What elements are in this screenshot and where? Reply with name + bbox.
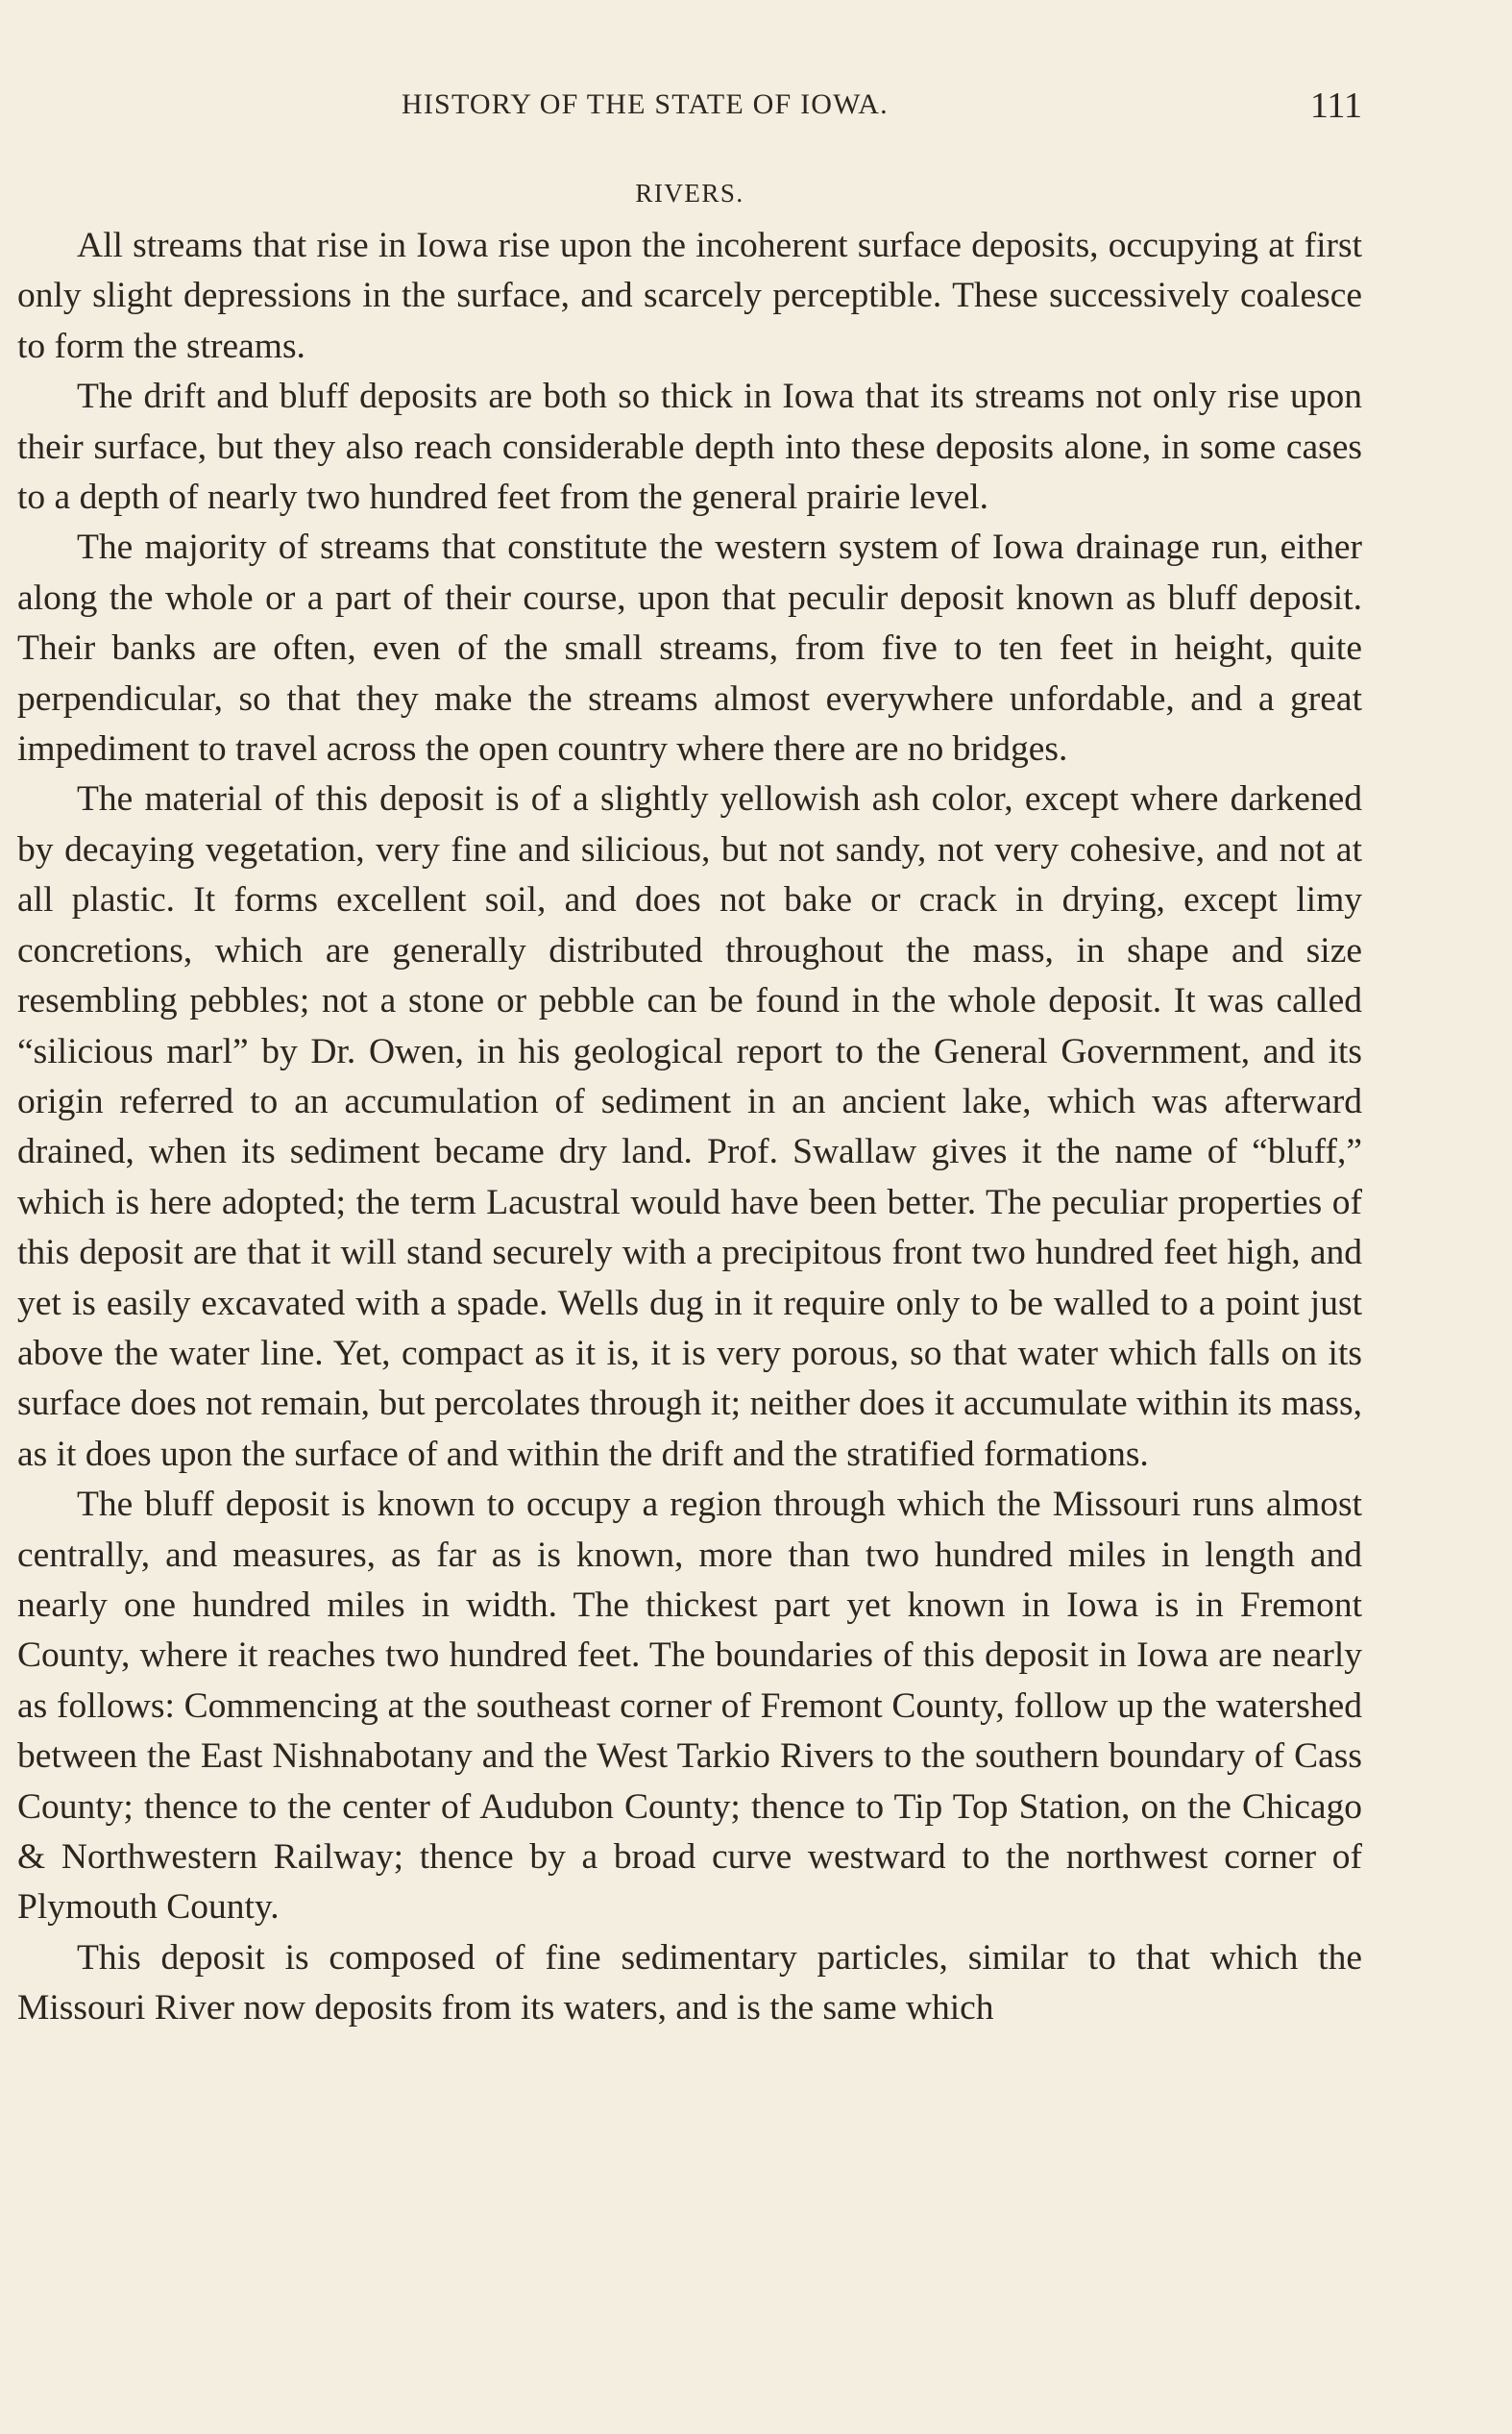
paragraph: The majority of streams that constitute the western system of Iowa drainage run, either along the whole or a part of their course, upon that peculir deposit known as bluff deposit. Their banks are often, even of the small streams, from five to ten feet in height, quite perpendicular, so that they make the streams almost everywhere unfordable, and a great impediment to travel across the open country where there are no bridges. (17, 528, 1362, 770)
page-header (17, 88, 1362, 136)
paragraph: The bluff deposit is known to occupy a region through which the Missouri runs almost centrally, and measures, as far as is known, more than two hundred miles in length and nearly one hundred miles in width. The thickest part yet known in Iowa is in Fremont County, where it reaches two hundred feet. The boundaries of this deposit in Iowa are nearly as follows: Commencing at the southeast corner of Fremont County, follow up the watershed between the East Nishnabotany and the West Tarkio Rivers to the southern boundary of Cass County; thence to the center of Audubon County; thence to Tip Top Station, on the Chicago & Northwestern Railway; thence by a broad curve westward to the northwest corner of Plymouth County. (17, 1485, 1362, 1928)
section-heading: RIVERS. (635, 179, 744, 208)
page-number: 111 (1309, 86, 1362, 126)
paragraph: The drift and bluff deposits are both so thick in Iowa that its streams not only rise upon their surface, but they also reach considerable depth into these deposits alone, in some cases to a depth of nearly two hundred feet from the general prairie level. (17, 377, 1362, 518)
paragraph: The material of this deposit is of a slightly yellowish ash color, except where darkened by decaying vegetation, very fine and silicious, but not sandy, not very cohesive, and not at all plastic. It forms excellent soil, and does not bake or crack in drying, except limy concretions, which are generally distributed throughout the mass, in shape and size resembling pebbles; not a stone or pebble can be found in the whole deposit. It was called “silicious marl” by Dr. Owen, in his geological report to the General Government, and its origin referred to an accumulation of sediment in an ancient lake, which was afterward drained, when its sediment became dry land. Prof. Swallaw gives it the name of “bluff,” which is here adopted; the term Lacustral would have been better. The peculiar properties of this deposit are that it will stand securely with a precipitous front two hundred feet high, and yet is easily excavated with a spade. Wells dug in it require only to be walled to a point just above the water line. Yet, compact as it is, it is very porous, so that water which falls on its surface does not remain, but percolates through it; neither does it accumulate within its mass, as it does upon the surface of and within the drift and the stratified formations. (17, 779, 1362, 1474)
paragraph: This deposit is composed of fine sedimentary particles, similar to that which the Missouri River now deposits from its waters, and is the same which (17, 1937, 1362, 2028)
body-text (17, 221, 1362, 2034)
running-head: HISTORY OF THE STATE OF IOWA. (402, 88, 889, 120)
paragraph: All streams that rise in Iowa rise upon the incoherent surface deposits, occupying at first only slight depressions in the surface, and scarcely perceptible. These successively coalesce to form the streams. (17, 226, 1362, 366)
